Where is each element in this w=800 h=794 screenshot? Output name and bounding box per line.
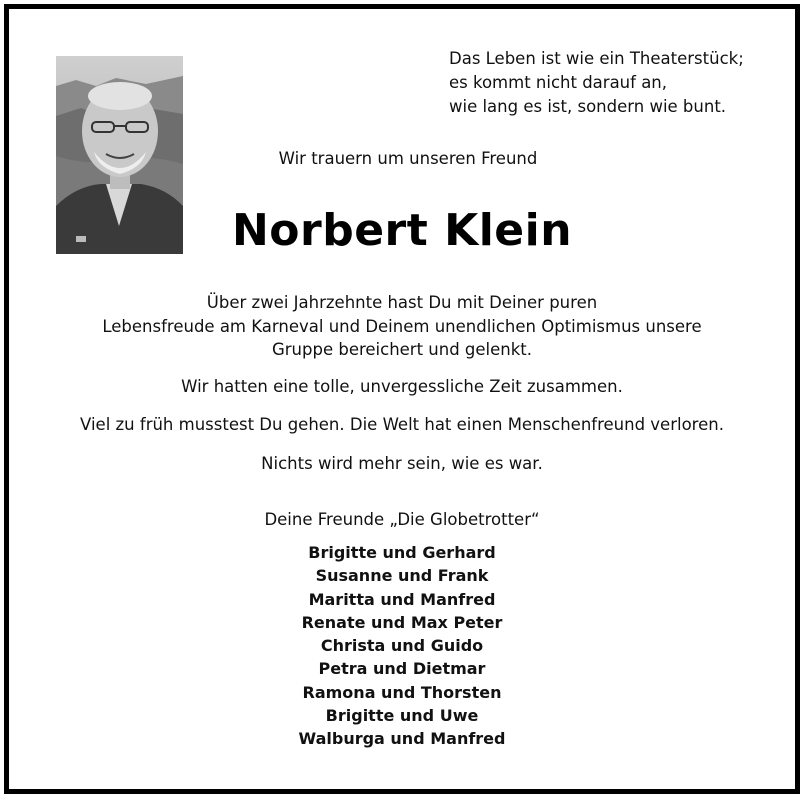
obituary-frame: [4, 4, 800, 794]
friend-name: Renate und Max Peter: [301, 612, 503, 632]
tribute-paragraph: [9, 291, 795, 362]
signoff-text: Deine Freunde „Die Globetrotter“: [264, 510, 540, 529]
closing-text: Nichts wird mehr sein, wie es war.: [261, 454, 543, 473]
quote-line: wie lang es ist, sondern wie bunt.: [449, 97, 727, 116]
quote-line: Das Leben ist wie ein Theaterstück;: [449, 49, 744, 68]
quote-block: [449, 47, 744, 119]
friend-name: Christa und Guido: [320, 636, 484, 656]
friend-name: Brigitte und Uwe: [325, 706, 479, 726]
friend-name: Ramona und Thorsten: [302, 682, 502, 702]
tribute-line: Über zwei Jahrzehnte hast Du mit Deiner puren: [206, 293, 598, 312]
friend-name: Maritta und Manfred: [308, 589, 496, 609]
memory-text: Wir hatten eine tolle, unvergessliche Zeit zusammen.: [181, 377, 623, 396]
friend-name: Susanne und Frank: [315, 566, 489, 586]
friends-list: [9, 541, 795, 751]
deceased-name: Norbert Klein: [231, 205, 573, 256]
intro-text: Wir trauern um unseren Freund: [278, 149, 538, 168]
friend-name: Walburga und Manfred: [298, 729, 506, 749]
farewell-text: Viel zu früh musstest Du gehen. Die Welt hat einen Menschenfreund verloren.: [80, 415, 724, 434]
friend-name: Brigitte und Gerhard: [308, 543, 496, 562]
tribute-line: Gruppe bereichert und gelenkt.: [271, 340, 533, 359]
friend-name: Petra und Dietmar: [318, 659, 486, 679]
tribute-line: Lebensfreude am Karneval und Deinem unendlichen Optimismus unsere: [102, 316, 702, 336]
quote-line: es kommt nicht darauf an,: [449, 73, 668, 92]
